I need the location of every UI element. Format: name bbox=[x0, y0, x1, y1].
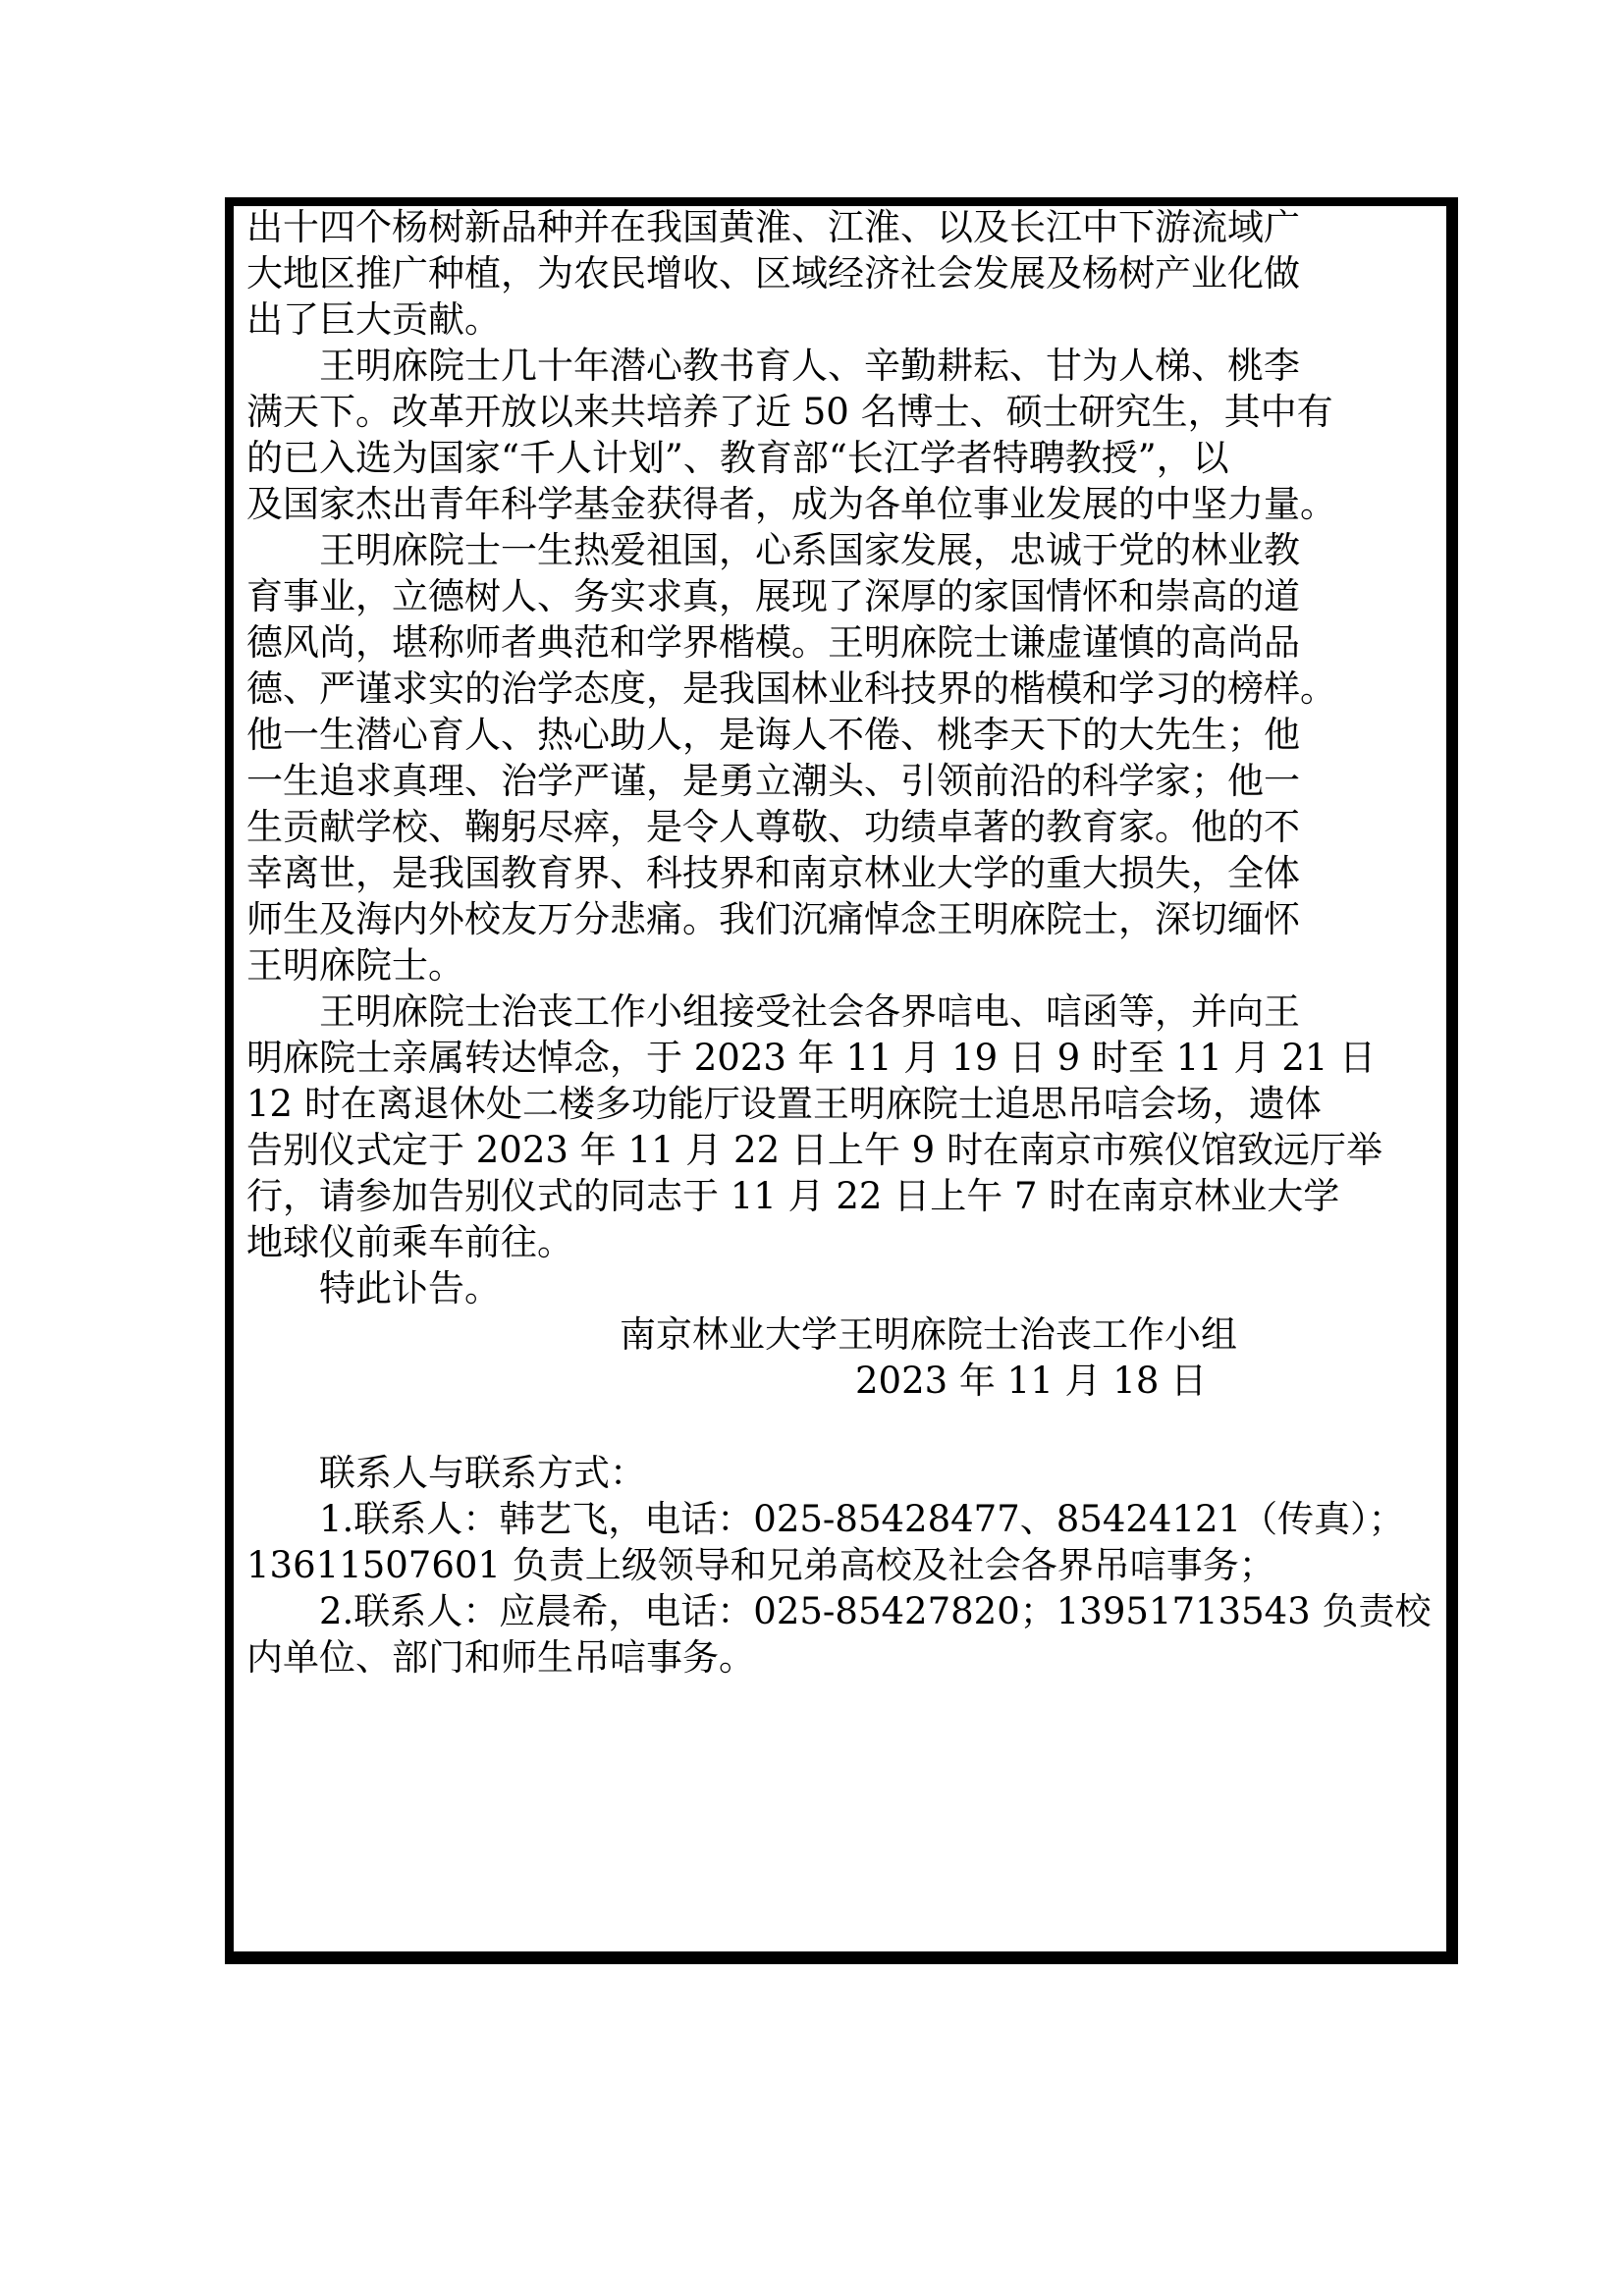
text-line: 王明庥院士几十年潜心教书育人、辛勤耕耘、甘为人梯、桃李 bbox=[319, 345, 1300, 387]
text-line: 明庥院士亲属转达悼念，于 2023 年 11 月 19 日 9 时至 11 月 21 日 bbox=[246, 1037, 1377, 1079]
paragraph-funeral-arrangements bbox=[246, 988, 1440, 1265]
text-line: 的已入选为国家“千人计划”、教育部“长江学者特聘教授”，以 bbox=[246, 437, 1229, 479]
text-line: 王明庥院士。 bbox=[246, 944, 464, 987]
text-line: 德、严谨求实的治学态度，是我国林业科技界的楷模和学习的榜样。 bbox=[246, 667, 1336, 710]
text-line: 地球仪前乘车前往。 bbox=[246, 1221, 573, 1263]
text-line: 王明庥院士治丧工作小组接受社会各界唁电、唁函等，并向王 bbox=[319, 990, 1300, 1033]
text-line: 行，请参加告别仪式的同志于 11 月 22 日上午 7 时在南京林业大学 bbox=[246, 1175, 1340, 1217]
text-line: 一生追求真理、治学严谨，是勇立潮头、引领前沿的科学家；他一 bbox=[246, 760, 1300, 802]
spacer bbox=[246, 1404, 1440, 1450]
text-line: 师生及海内外校友万分悲痛。我们沉痛悼念王明庥院士，深切缅怀 bbox=[246, 898, 1300, 940]
text-line: 德风尚，堪称师者典范和学界楷模。王明庥院士谦虚谨慎的高尚品 bbox=[246, 621, 1300, 664]
text-line: 及国家杰出青年科学基金获得者，成为各单位事业发展的中坚力量。 bbox=[246, 483, 1336, 525]
closing-statement: 特此讣告。 bbox=[319, 1267, 501, 1309]
text-line: 告别仪式定于 2023 年 11 月 22 日上午 9 时在南京市殡仪馆致远厅举 bbox=[246, 1129, 1382, 1171]
contact-heading: 联系人与联系方式： bbox=[319, 1452, 646, 1494]
paragraph-contribution bbox=[246, 204, 1440, 343]
text-line: 他一生潜心育人、热心助人，是诲人不倦、桃李天下的大先生；他 bbox=[246, 714, 1300, 756]
paragraph-tribute bbox=[246, 527, 1440, 988]
text-line: 出十四个杨树新品种并在我国黄淮、江淮、以及长江中下游流域广 bbox=[246, 206, 1300, 248]
document-body bbox=[246, 204, 1440, 1681]
paragraph-teaching bbox=[246, 343, 1440, 527]
text-line: 满天下。改革开放以来共培养了近 50 名博士、硕士研究生，其中有 bbox=[246, 391, 1333, 433]
text-line: 生贡献学校、鞠躬尽瘁，是令人尊敬、功绩卓著的教育家。他的不 bbox=[246, 806, 1300, 848]
text-line: 王明庥院士一生热爱祖国，心系国家发展，忠诚于党的林业教 bbox=[319, 529, 1300, 571]
contact-line: 1.联系人：韩艺飞，电话：025-85428477、85424121（传真）； bbox=[319, 1498, 1405, 1540]
text-line: 幸离世，是我国教育界、科技界和南京林业大学的重大损失，全体 bbox=[246, 852, 1300, 894]
contact-line: 内单位、部门和师生吊唁事务。 bbox=[246, 1636, 755, 1679]
signature-organization: 南京林业大学王明庥院士治丧工作小组 bbox=[620, 1313, 1237, 1356]
text-line: 出了巨大贡献。 bbox=[246, 298, 501, 341]
contact-section bbox=[246, 1450, 1440, 1681]
text-line: 育事业，立德树人、务实求真，展现了深厚的家国情怀和崇高的道 bbox=[246, 575, 1300, 617]
contact-line: 2.联系人：应晨希，电话：025-85427820；13951713543 负责校 bbox=[319, 1590, 1432, 1632]
contact-line: 13611507601 负责上级领导和兄弟高校及社会各界吊唁事务； bbox=[246, 1544, 1275, 1586]
text-line: 12 时在离退休处二楼多功能厅设置王明庥院士追思吊唁会场，遗体 bbox=[246, 1083, 1322, 1125]
text-line: 大地区推广种植，为农民增收、区域经济社会发展及杨树产业化做 bbox=[246, 252, 1300, 294]
signature-date: 2023 年 11 月 18 日 bbox=[855, 1360, 1208, 1402]
